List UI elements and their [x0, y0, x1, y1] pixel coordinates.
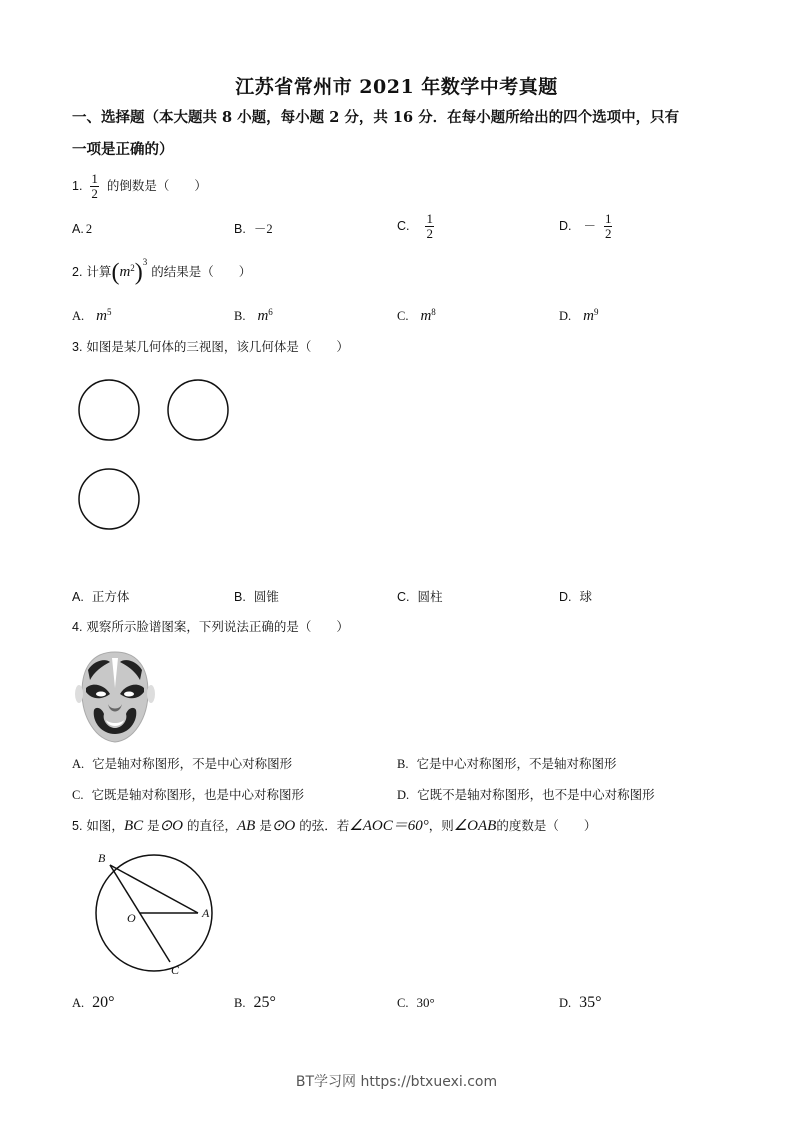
question-3 — [72, 337, 349, 357]
q2-option-c[interactable]: C. $m^8$ — [397, 307, 436, 325]
front-view-circle — [79, 380, 139, 440]
q4-option-c[interactable]: C. 它既是轴对称图形，也是中心对称图形 — [72, 787, 304, 802]
opera-mask-image — [72, 648, 158, 744]
q4-option-b[interactable]: B. 它是中心对称图形，不是轴对称图形 — [397, 756, 617, 771]
q3-option-b[interactable]: B. 圆锥 — [234, 589, 279, 604]
q2-option-a[interactable]: A. $m^5$ — [72, 307, 112, 325]
question-number: 5. — [72, 819, 83, 833]
q2-option-d[interactable]: D. $m^9$ — [559, 307, 599, 325]
question-number: 2. — [72, 265, 83, 280]
q1-option-d[interactable]: D. － $\frac{1}{2}$ — [559, 211, 612, 241]
section-header-line-1: 一、选择题（本大题共 8 小题，每小题 2 分，共 16 分．在每小题所给出的四个选项中，只有 — [72, 109, 680, 126]
q3-option-d[interactable]: D. 球 — [559, 589, 593, 604]
question-number: 3. — [72, 340, 83, 354]
q5-option-a[interactable]: A. 20° — [72, 994, 115, 1011]
q5-option-b[interactable]: B. 25° — [234, 994, 276, 1011]
q1-option-a[interactable]: A. 2 — [72, 222, 93, 236]
three-view-figure — [70, 370, 250, 540]
label-o: O — [127, 911, 136, 925]
q3-option-c[interactable]: C. 圆柱 — [397, 589, 443, 604]
fraction: $\frac{1}{2}$ — [426, 211, 433, 241]
q2-option-b[interactable]: B. $m^6$ — [234, 307, 273, 325]
section-header — [72, 102, 732, 166]
q5-option-c[interactable]: C. 30° — [397, 995, 435, 1010]
q5-option-d[interactable]: D. 35° — [559, 994, 602, 1011]
q3-option-a[interactable]: A. 正方体 — [72, 589, 130, 604]
question-stem: 的倒数是（ ） — [106, 178, 207, 193]
label-a: A — [202, 906, 210, 920]
q1-option-b[interactable]: B. －2 — [234, 222, 273, 236]
question-number: 4. — [72, 620, 83, 634]
question-stem: 的结果是（ ） — [151, 264, 252, 280]
fraction: $\frac{1}{2}$ — [604, 211, 612, 241]
question-2: 2. 计算$(m^2)^3$ 的结果是（ ） — [72, 257, 252, 286]
question-stem: 如图是某几何体的三视图，该几何体是（ ） — [86, 339, 349, 354]
question-5: 5. 如图，BC 是⊙O 的直径，AB 是⊙O 的弦．若∠AOC＝60°，则∠OAB的度数是（ ） — [72, 818, 597, 834]
question-1 — [72, 172, 207, 201]
chord-ab — [110, 865, 198, 913]
question-number: 1. — [72, 179, 83, 193]
question-4 — [72, 617, 349, 637]
question-stem: 观察所示脸谱图案，下列说法正确的是（ ） — [86, 619, 349, 634]
label-b: B — [98, 851, 106, 865]
section-header-line-2: 一项是正确的） — [72, 141, 174, 158]
top-view-circle — [79, 469, 139, 529]
q1-option-c[interactable]: C. $\frac{1}{2}$ — [397, 211, 433, 241]
circle-geometry-figure — [70, 845, 230, 980]
label-c: C — [171, 963, 180, 977]
side-view-circle — [168, 380, 228, 440]
fraction: $\frac{1}{2}$ — [91, 171, 98, 201]
q4-option-a[interactable]: A. 它是轴对称图形，不是中心对称图形 — [72, 756, 293, 771]
footer-watermark: BT学习网 https://btxuexi.com — [295, 1074, 498, 1090]
page-title: 江苏省常州市 2021 年数学中考真题 — [235, 76, 558, 98]
q4-option-d[interactable]: D. 它既不是轴对称图形，也不是中心对称图形 — [397, 787, 655, 802]
